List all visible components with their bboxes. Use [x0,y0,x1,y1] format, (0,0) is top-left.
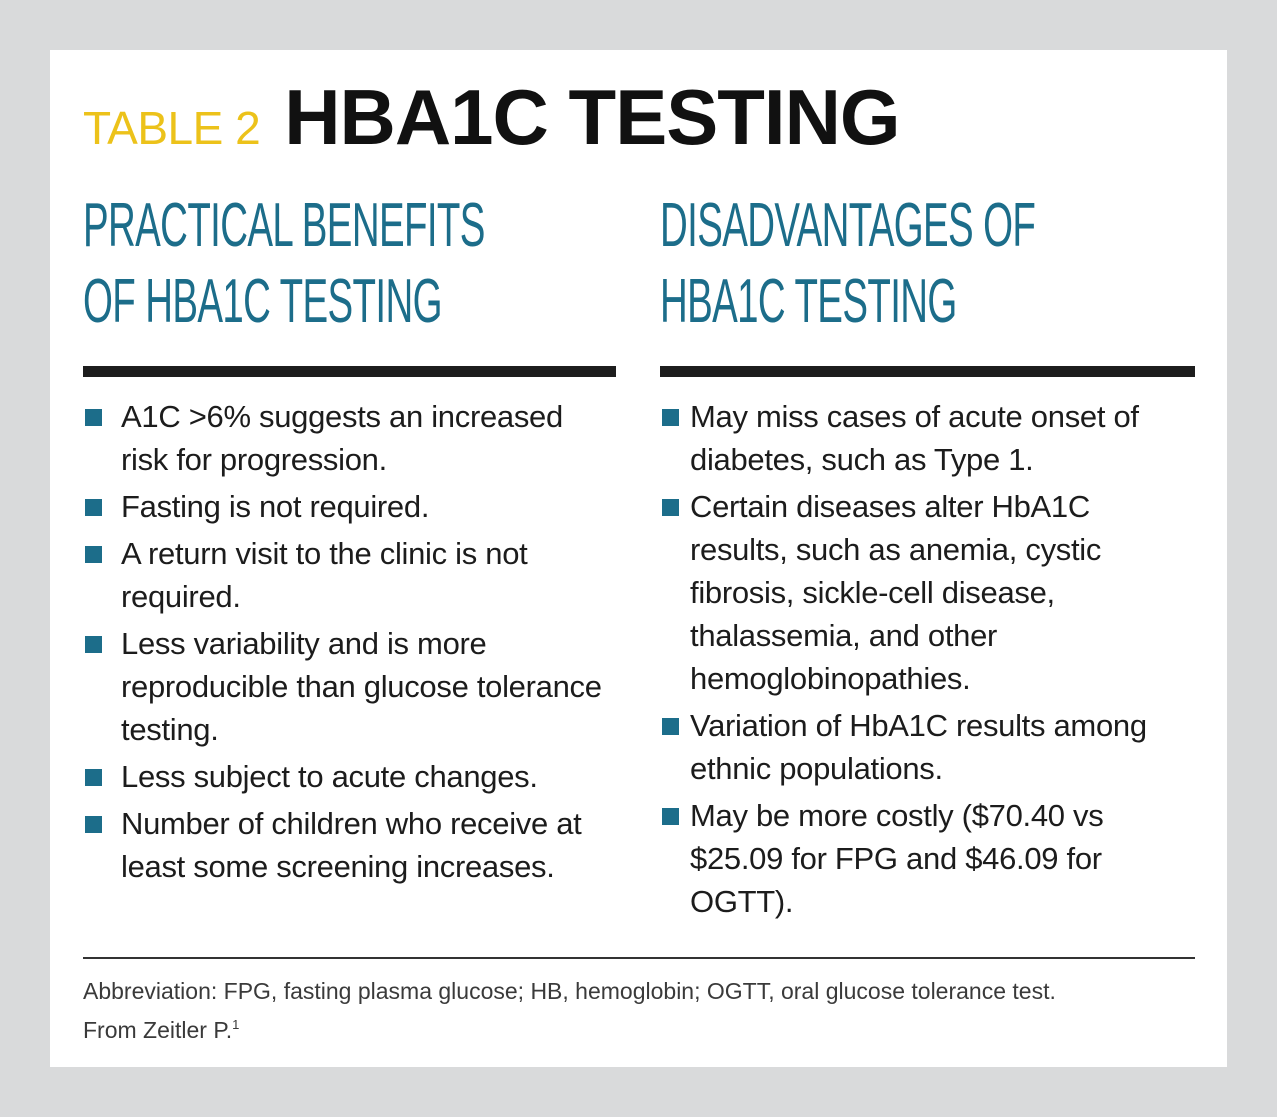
list-item-text: May be more costly ($70.40 vs $25.09 for FPG and $46.09 for OGTT). [690,798,1104,919]
footnote [83,974,1193,1047]
table-heading: HBA1C TESTING [284,73,900,161]
benefits-divider [83,366,616,377]
source-text: From Zeitler P. [83,1017,233,1043]
list-item [660,485,1195,700]
list-item-text: May miss cases of acute onset of diabetes, such as Type 1. [690,399,1139,477]
list-item-text: Fasting is not required. [121,489,430,524]
disadvantages-heading-line-2: HBA1C TESTING [660,267,957,336]
list-item [660,794,1195,923]
disadvantages-column [660,188,1195,927]
list-item-text: Certain diseases alter HbA1C results, such as anemia, cystic fibrosis, sickle-cell disease, thalassemia, and other hemoglobinopathies. [690,489,1102,696]
source-reference: 1 [232,1017,240,1032]
list-item-text: A1C >6% suggests an increased risk for progression. [121,399,563,477]
list-item-text: A return visit to the clinic is not required. [121,536,528,614]
list-item [660,704,1195,790]
list-item [83,802,616,888]
square-bullet-icon [85,499,102,516]
list-item-text: Less subject to acute changes. [121,759,538,794]
list-item [83,395,616,481]
list-item [660,395,1195,481]
square-bullet-icon [662,718,679,735]
abbreviation-note: Abbreviation: FPG, fasting plasma glucose; HB, hemoglobin; OGTT, oral glucose tolerance test. [83,978,1056,1004]
square-bullet-icon [85,409,102,426]
square-bullet-icon [662,499,679,516]
source-note [83,1008,1193,1047]
disadvantages-list [660,395,1195,923]
list-item-text: Less variability and is more reproducible than glucose tolerance testing. [121,626,602,747]
square-bullet-icon [662,808,679,825]
benefits-list [83,395,616,888]
list-item [83,532,616,618]
square-bullet-icon [85,636,102,653]
benefits-heading-line-2: OF HBA1C TESTING [83,267,442,336]
benefits-heading [83,188,616,358]
benefits-column [83,188,616,892]
table-number-label: TABLE 2 [83,102,261,154]
list-item [83,622,616,751]
list-item [83,755,616,798]
table-title [83,72,900,163]
list-item-text: Variation of HbA1C results among ethnic populations. [690,708,1147,786]
disadvantages-heading-line-1: DISADVANTAGES OF [660,191,1036,260]
disadvantages-heading [660,188,1195,358]
table-card [50,50,1227,1067]
square-bullet-icon [85,546,102,563]
benefits-heading-line-1: PRACTICAL BENEFITS [83,191,485,260]
square-bullet-icon [85,816,102,833]
list-item [83,485,616,528]
disadvantages-divider [660,366,1195,377]
square-bullet-icon [85,769,102,786]
footnote-divider [83,957,1195,959]
list-item-text: Number of children who receive at least some screening increases. [121,806,582,884]
square-bullet-icon [662,409,679,426]
